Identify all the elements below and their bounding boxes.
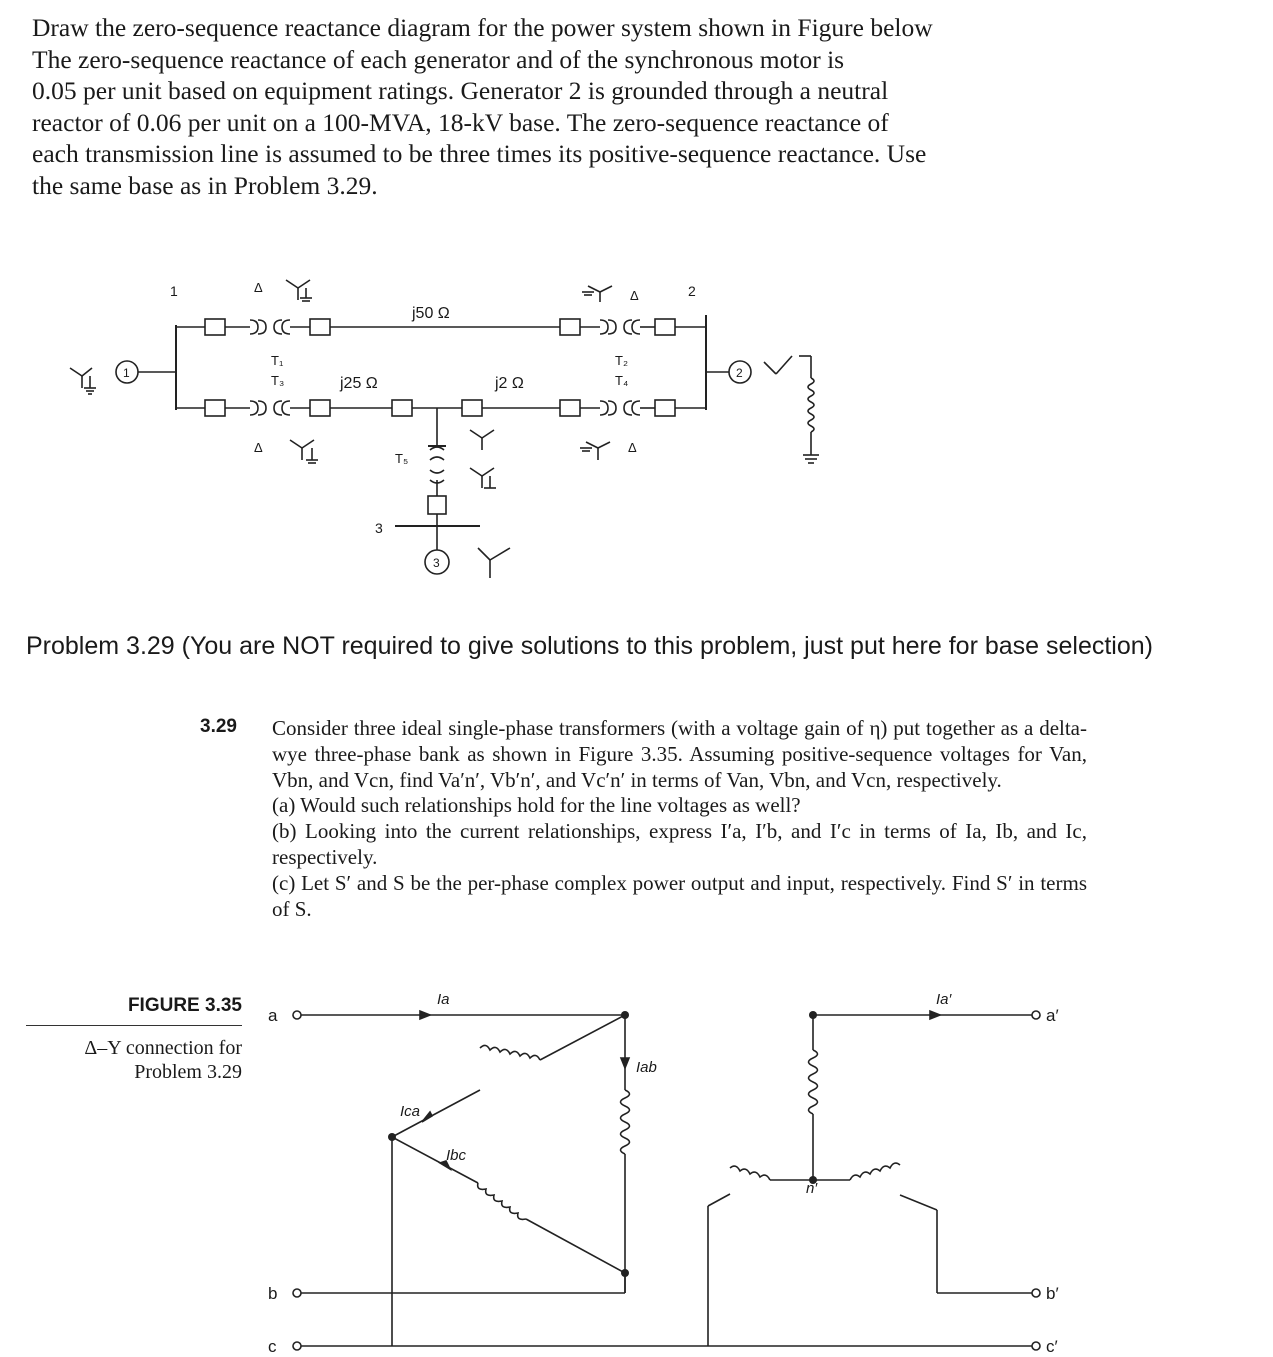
current-ia-label: Ia <box>437 991 450 1008</box>
current-ibc-label: Ibc <box>446 1147 467 1164</box>
breaker <box>205 319 225 335</box>
terminal-c: c <box>268 1337 277 1356</box>
problem-329-paragraph: Consider three ideal single-phase transformers (with a voltage gain of η) put together as a delta-wye three-phase bank as shown in Figure 3.35. Assuming positive-sequence voltages for Van, Vbn, and Vcn, find Va′n′, Vb′n′, and Vc′n′ in terms of Van, Vbn, and Vcn, respectively. <box>272 716 1087 792</box>
bus-2-label: 2 <box>688 283 696 299</box>
problem-329-paragraph: (b) Looking into the current relationships, express I′a, I′b, and I′c in terms of Ia, Ib, and Ic, respectively. <box>272 819 1087 869</box>
t2-label: T₂ <box>615 353 628 368</box>
problem-line: the same base as in Problem 3.29. <box>32 170 378 200</box>
figure-title: FIGURE 3.35 <box>26 995 242 1026</box>
impedance-j50: j50 Ω <box>412 305 450 322</box>
problem-statement <box>32 12 1034 201</box>
delta-icon: Δ <box>630 288 639 303</box>
figure-caption: Δ–Y connection for Problem 3.29 <box>84 1037 242 1083</box>
t1-wye-ground-icon <box>286 280 312 301</box>
generator-1-label: 1 <box>123 366 130 380</box>
current-ica-label: Ica <box>400 1103 421 1120</box>
t4-wye-ground-icon <box>580 442 610 460</box>
reference-heading: Problem 3.29 (You are NOT required to give solutions to this problem, just put here for base selection) <box>26 632 1153 660</box>
terminal-b-prime: b′ <box>1046 1284 1059 1303</box>
generator1-wye-ground-icon <box>70 368 96 394</box>
neutral-label: n′ <box>806 1180 818 1197</box>
problem-line: The zero-sequence reactance of each generator and of the synchronous motor is <box>32 44 845 74</box>
motor-3-label: 3 <box>433 556 440 570</box>
impedance-j2: j2 Ω <box>495 375 524 392</box>
bus-1-label: 1 <box>170 283 178 299</box>
delta-icon: Δ <box>628 440 637 455</box>
problem-number: 3.29 <box>200 716 237 737</box>
terminal-a-prime: a′ <box>1046 1006 1059 1025</box>
problem-line: each transmission line is assumed to be three times its positive-sequence reactance. Use <box>32 139 927 168</box>
t1-label: T₁ <box>271 353 284 368</box>
terminal-b: b <box>268 1284 278 1303</box>
t5-label: T₅ <box>395 451 409 466</box>
problem-line: reactor of 0.06 per unit on a 100-MVA, 18-kV base. The zero-sequence reactance of <box>32 107 889 137</box>
delta-icon: Δ <box>254 440 263 455</box>
problem-line: Draw the zero-sequence reactance diagram for the power system shown in Figure below <box>32 13 933 42</box>
generator-2-label: 2 <box>736 366 743 380</box>
t2-wye-ground-icon <box>582 286 612 302</box>
problem-329-body <box>272 716 1087 922</box>
terminal-a: a <box>268 1006 278 1025</box>
current-ia-prime-label: Ia′ <box>936 991 952 1008</box>
bus-3-label: 3 <box>375 520 383 536</box>
delta-icon: Δ <box>254 280 263 295</box>
terminal-c-prime: c′ <box>1046 1337 1058 1356</box>
problem-line: 0.05 per unit based on equipment ratings. Generator 2 is grounded through a neutral <box>32 76 889 105</box>
problem-329-paragraph: (a) Would such relationships hold for the line voltages as well? <box>272 793 801 818</box>
delta-wye-figure <box>0 980 1273 1357</box>
t3-wye-ground-icon <box>290 440 318 463</box>
problem-329-paragraph: (c) Let S′ and S be the per-phase complex power output and input, respectively. Find S′ in terms of S. <box>272 870 1087 921</box>
impedance-j25: j25 Ω <box>340 375 378 392</box>
motor-wye-icon <box>478 548 510 578</box>
t3-label: T₃ <box>271 373 285 388</box>
t5-wye-ground-icon <box>470 430 496 488</box>
neutral-reactor-icon <box>764 356 819 463</box>
current-iab-label: Iab <box>636 1059 657 1076</box>
power-system-diagram <box>0 270 1273 590</box>
t4-label: T₄ <box>615 373 629 388</box>
